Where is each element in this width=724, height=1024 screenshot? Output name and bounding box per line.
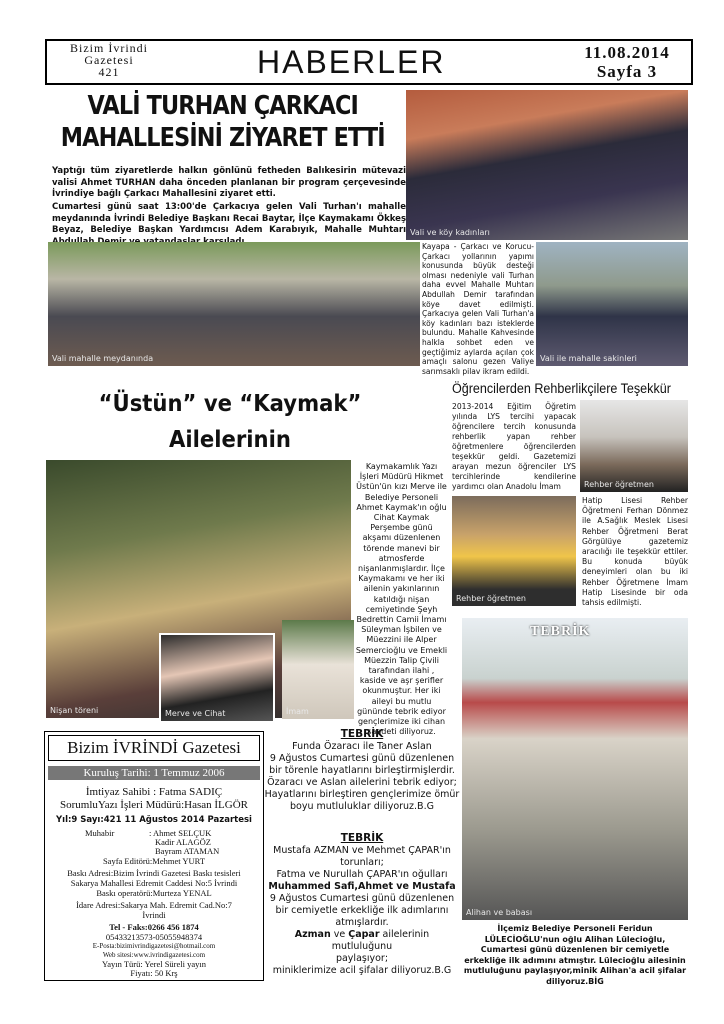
story1-headline-line2: MAHALLESİNİ ZİYARET ETTİ: [60, 123, 385, 153]
infobox-muhabir-1: : Ahmet SELÇUK: [149, 828, 212, 838]
story1-headline: [40, 90, 406, 154]
masthead-issue-number: 421: [98, 65, 120, 79]
masthead: [45, 39, 693, 85]
photo-imam: [282, 620, 354, 719]
infobox-founded: Kuruluş Tarihi: 1 Temmuz 2006: [48, 766, 260, 780]
tebrik1: [264, 728, 460, 813]
infobox-sayfa-editoru: Sayfa Editörü:Mehmet YURT: [102, 856, 206, 866]
infobox-baski-adresi2: Sakarya Mahallesi Edremit Caddesi No:5 İvrindi: [70, 878, 238, 888]
tebrik1-line3: bir törenle hayatlarını birleştirmişlerdir.: [269, 765, 455, 776]
photo-caption: Alihan ve babası: [466, 908, 533, 917]
photo-circumcision: [462, 618, 688, 920]
story3-text1: 2013-2014 Eğitim Öğretim yılında LYS tercihi yapacak öğrencilere tercih konusunda rehberlik yapan rehber öğretmenlere öğrencilerden teşekkür geldi. Gazetemizi arayan mezun öğrenciler LYS tercihlerinde kendilerine yardımcı olan Anadolu İmam: [452, 402, 576, 491]
infobox-owner: İmtiyaz Sahibi : Fatma SADIÇ: [85, 786, 223, 798]
tebrik2-line2: torunları;: [340, 857, 384, 868]
photo-caption: Merve ve Cihat: [165, 709, 226, 718]
infobox-baski-adresi: Baskı Adresi:Bizim İvrindi Gazetesi Baskı tesisleri: [67, 868, 241, 878]
infobox-muhabir-label: Muhabir: [85, 828, 115, 838]
photo-caption: Rehber öğretmen: [584, 480, 654, 489]
story1-intro2: Cumartesi günü saat 13:00'de Çarkacıya gelen Vali Turhan'ı mahalle meydanında İvrindi Belediye Başkanı Recai Baytar, İlçe Kaymakamı Ökkeş Beyaz, Belediye Başkan Yardımcısı Adem Karabıyık, Mahalle Muhtarı: [52, 202, 406, 235]
photo-caption: İmam: [286, 707, 309, 716]
masthead-paper-line2: Gazetesi: [84, 53, 134, 67]
tebrik1-line2: 9 Ağustos Cumartesi günü düzenlenen: [269, 753, 455, 764]
infobox: [44, 731, 264, 981]
tebrik2-line10: miniklerimize acil şifalar diliyoruz.B.G: [272, 965, 452, 976]
photo-caption: Nişan töreni: [50, 706, 99, 715]
tebrik2-line7: atmışlardır.: [335, 917, 389, 928]
tebrik2-line3: Fatma ve Nurullah ÇAPAR'ın oğulları: [276, 869, 448, 880]
infobox-editor: SorumluYazı İşleri Müdürü:Hasan İLGÖR: [59, 799, 248, 811]
story2-text: Kaymakamlık Yazı İşleri Müdürü Hikmet Üstün'ün kızı Merve ile Belediye Personeli Ahmet Kaymak'ın oğlu Cihat Kaymak Perşembe günü akşamı düzenlenen törende manevi bir atmosferde nişanlanmışlardır. İlçe Kaymakamı ve her iki ailenin yakınlarının katıldığı nişan cemiyetinde Şeyh Bedrettin Camii İmamı Süleyman İşbilen ve Müezzini ile Alper Semercioğlu ve Emekli Müezzin Talip Çivili tarafından ilahi , kaside ve aşr şerifler okunmuştur. Her iki aileyi bu mutlu gününde tebrik ediyor gençlerimize iki cihan saadeti diliyoruz.: [355, 462, 448, 737]
photo-caption: Vali ve köy kadınları: [410, 228, 490, 237]
photo-couple: [159, 633, 275, 723]
infobox-idare-adresi: İdare Adresi:Sakarya Mah. Edremit Cad.No:7: [76, 900, 232, 910]
infobox-baski-operatoru: Baskı operatörü:Murteza YENAL: [96, 888, 212, 898]
infobox-tel: Tel - Faks:0266 456 1874: [109, 922, 199, 932]
tebrik1-line4: Özaracı ve Aslan ailelerini tebrik ediyor;: [267, 777, 457, 788]
infobox-type: Yayın Türü: Yerel Süreli yayın: [101, 959, 207, 969]
tebrik2-line9: paylaşıyor;: [335, 953, 389, 964]
masthead-date: 11.08.2014: [584, 43, 670, 62]
tebrik2-ve: ve: [330, 929, 349, 940]
masthead-paper-name: [55, 42, 163, 78]
tebrik1-title: TEBRİK: [340, 728, 384, 740]
photo-governor-residents: [536, 242, 688, 366]
photo-teacher-berat: [452, 496, 576, 606]
infobox-web: Web sitesi:www.ivrindigazetesi.com: [102, 951, 206, 959]
photo-governor-women: [406, 90, 688, 240]
story3-text2: Hatip Lisesi Rehber Öğretmeni Ferhan Dönmez ile A.Sağlık Meslek Lisesi Rehber Öğretmeni Berat Görgülüye gazetemiz aracılığı ile teşekkür ettiler. Bu konuda büyük deneyimleri olan bu iki Rehber Öğretmene İmam Hatip Lisesinde bir oda tahsis edilmişti.: [582, 496, 688, 608]
tebrik2-line8-rest: ailelerinin mutluluğunu: [331, 929, 430, 952]
tebrik2-line6: bir cemiyetle erkekliğe ilk adımlarını: [275, 905, 449, 916]
story1-headline-line1: VALİ TURHAN ÇARKACI: [87, 91, 359, 121]
infobox-email: E-Posta:bizimivrindigazetesi@hotmail.com: [92, 942, 216, 950]
tebrik1-line1: Funda Özaracı ile Taner Aslan: [292, 741, 432, 752]
tebrik2-line4: Muhammed Safi,Ahmet ve Mustafa: [268, 881, 456, 892]
infobox-issue-line: Yıl:9 Sayı:421 11 Ağustos 2014 Pazartesi: [56, 815, 252, 825]
infobox-title: Bizim İVRİNDİ Gazetesi: [48, 735, 260, 761]
tebrik2-line8: [264, 929, 460, 953]
infobox-muhabir-2: Kadir ALAGÖZ: [155, 837, 211, 847]
story1-side-text: Kayapa - Çarkacı ve Korucu-Çarkacı yollarının yapımı konusunda büyük desteği olması nedeniyle vali Turhan daha evvel Mahalle Muhtarı Abdullah Demir tarafından köye davet edilmişti. Çarkacıya gelen Vali Turhan'a köy kadınları bazı isteklerde bulundu. Mahalle Kahvesinde halkla sohbet eden ve geçtiğimiz aylarda açılan çok amaçlı salonu gezen Valiye sarımsaklı pilav ikram edildi.: [422, 242, 534, 376]
story3-headline: Öğrencilerden Rehberlikçilere Teşekkür: [452, 381, 671, 396]
tebrik1-line6: boyu mutluluklar diliyoruz.B.G: [290, 801, 434, 812]
masthead-page: Sayfa 3: [596, 62, 658, 81]
tebrik2-capar: Çapar: [348, 929, 380, 940]
tebrik2: [264, 832, 460, 977]
photo-caption: Vali ile mahalle sakinleri: [540, 354, 637, 363]
infobox-gsm: 05433213573-05055948374: [105, 932, 203, 942]
infobox-muhabir-3: Bayram ATAMAN: [155, 846, 220, 856]
tebrik2-title: TEBRİK: [340, 832, 384, 844]
photo-caption: Vali mahalle meydanında: [52, 354, 154, 363]
story1-intro: Yaptığı tüm ziyaretlerde halkın gönlünü fetheden Balıkesirin mütevazi valisi Ahmet TURHAN daha önceden planlanan bir program çerçevesinde İvrindiye bağlı Çarkacı Mahallesini ziyaret etti.: [52, 166, 406, 199]
photo-governor-square: [48, 242, 420, 366]
masthead-date-block: [567, 43, 687, 81]
tebrik2-line5: 9 Ağustos Cumartesi günü düzenlenen: [269, 893, 455, 904]
section-title: HABERLER: [257, 44, 446, 80]
masthead-paper-line1: Bizim İvrindi: [70, 41, 148, 55]
photo-teacher-ferhan: [580, 400, 688, 492]
tebrik3-caption: İlçemiz Belediye Personeli Feridun LÜLECİOĞLU'nun oğlu Alihan Lülecioğlu, Cumartesi günü düzenlenen bir cemiyetle erkekliğe ilk adımını atmıştır. Lülecioğlu ailesinin mutluluğunu paylaşıyor,minik Alihan'a acil şifalar diliyoruz.BİG: [463, 924, 687, 986]
photo-caption: Rehber öğretmen: [456, 594, 526, 603]
tebrik2-azman: Azman: [294, 929, 331, 940]
infobox-price: Fiyatı: 50 Krş: [130, 968, 178, 978]
infobox-idare-adresi2: İvrindi: [142, 910, 166, 920]
story2-headline-line1: “Üstün” ve “Kaymak” Ailelerinin: [98, 391, 362, 453]
tebrik2-line1: Mustafa AZMAN ve Mehmet ÇAPAR'ın: [273, 845, 451, 856]
tebrik3-badge: TEBRİK: [530, 624, 591, 639]
tebrik1-line5: Hayatlarını birleştiren gençlerimize ömür: [264, 789, 460, 800]
